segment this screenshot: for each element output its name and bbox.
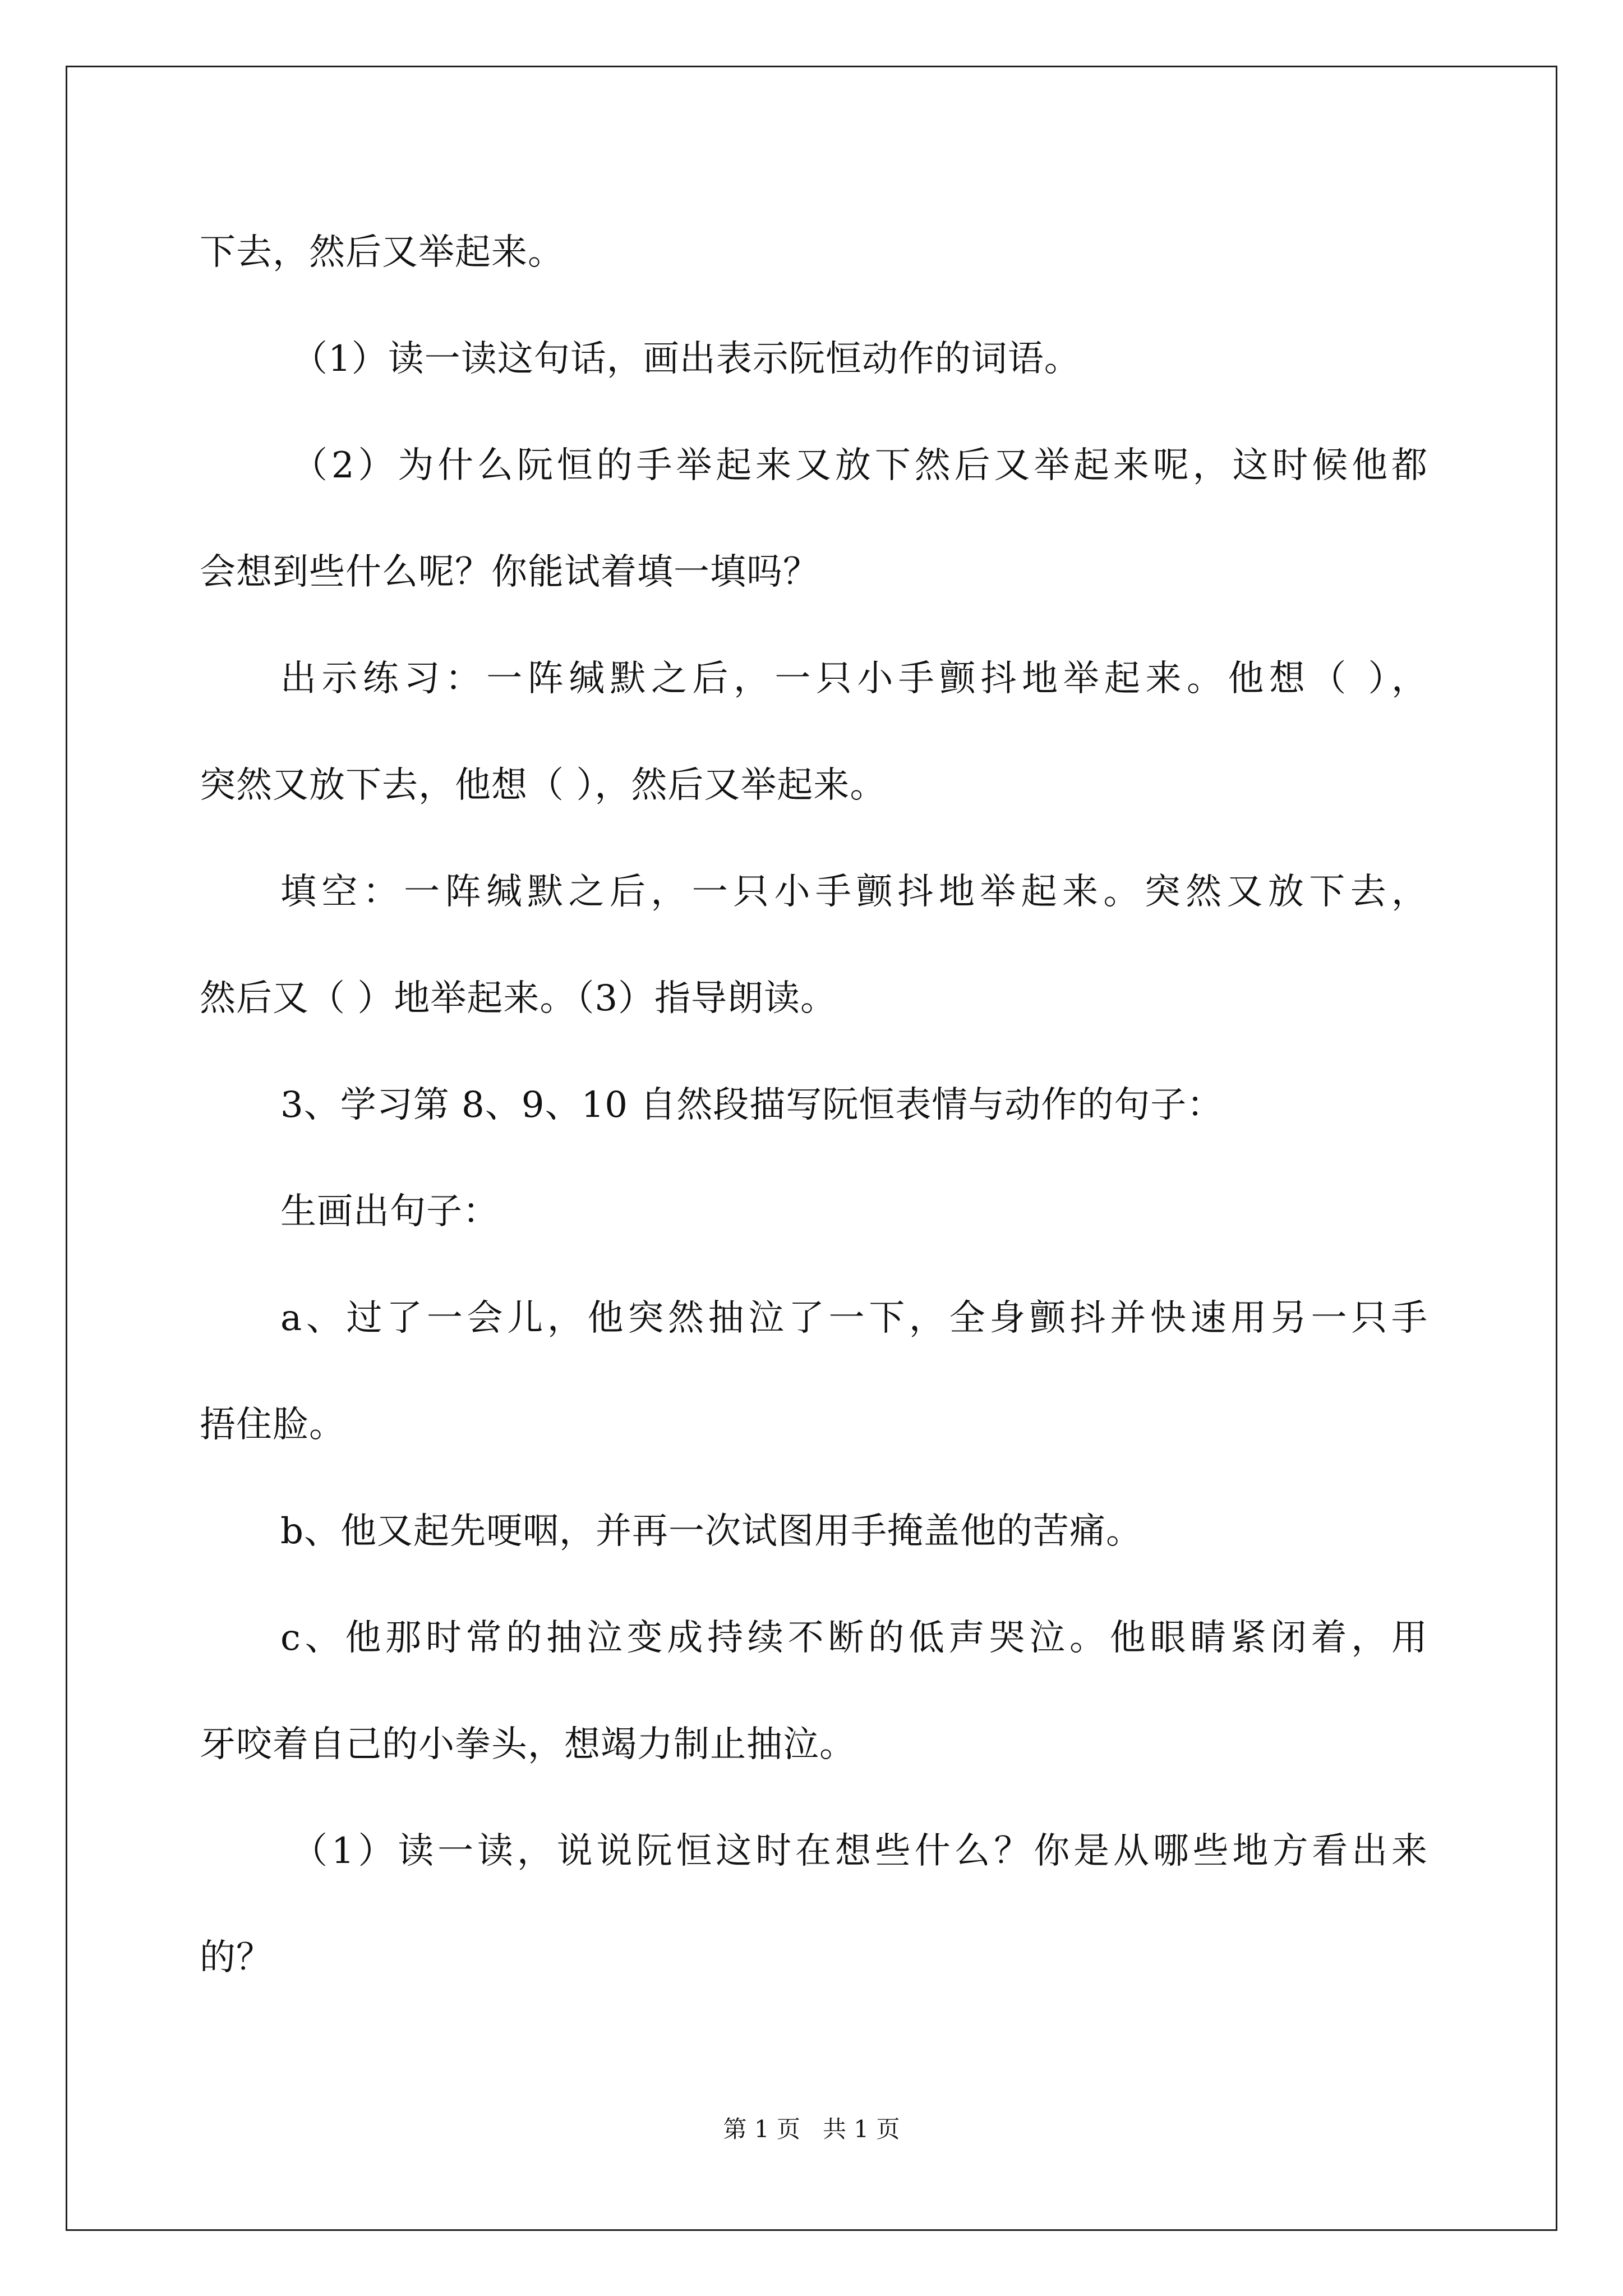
text-line-4: 会想到些什么呢？你能试着填一填吗？ bbox=[200, 551, 819, 593]
text-line-7: 填空：一阵缄默之后，一只小手颤抖地举起来。突然又放下去， bbox=[280, 871, 1428, 913]
text-line-14: c、他那时常的抽泣变成持续不断的低声哭泣。他眼睛紧闭着，用 bbox=[280, 1617, 1428, 1659]
text-line-2: （1）读一读这句话，画出表示阮恒动作的词语。 bbox=[292, 338, 1081, 380]
text-line-15: 牙咬着自己的小拳头，想竭力制止抽泣。 bbox=[200, 1724, 856, 1765]
text-line-13: b、他又起先哽咽，并再一次试图用手掩盖他的苦痛。 bbox=[280, 1511, 1142, 1552]
text-line-1: 下去，然后又举起来。 bbox=[200, 232, 564, 273]
text-line-9: 3、学习第 8、9、10 自然段描写阮恒表情与动作的句子： bbox=[280, 1084, 1224, 1126]
text-line-5: 出示练习：一阵缄默之后，一只小手颤抖地举起来。他想（ ）， bbox=[280, 658, 1428, 700]
text-line-12: 捂住脸。 bbox=[200, 1404, 345, 1446]
text-line-16: （1）读一读，说说阮恒这时在想些什么？你是从哪些地方看出来 bbox=[292, 1830, 1428, 1872]
text-line-10: 生画出句子： bbox=[280, 1191, 499, 1232]
text-line-17: 的？ bbox=[200, 1937, 273, 1978]
page-footer: 第 1 页 共 1 页 bbox=[723, 2115, 900, 2143]
text-line-11: a、过了一会儿，他突然抽泣了一下，全身颤抖并快速用另一只手 bbox=[280, 1297, 1428, 1339]
text-line-6: 突然又放下去，他想（ ），然后又举起来。 bbox=[200, 765, 887, 806]
text-line-3: （2）为什么阮恒的手举起来又放下然后又举起来呢，这时候他都 bbox=[292, 445, 1428, 486]
page-border bbox=[66, 66, 1557, 2231]
text-line-8: 然后又（ ）地举起来。（3）指导朗读。 bbox=[200, 978, 837, 1019]
